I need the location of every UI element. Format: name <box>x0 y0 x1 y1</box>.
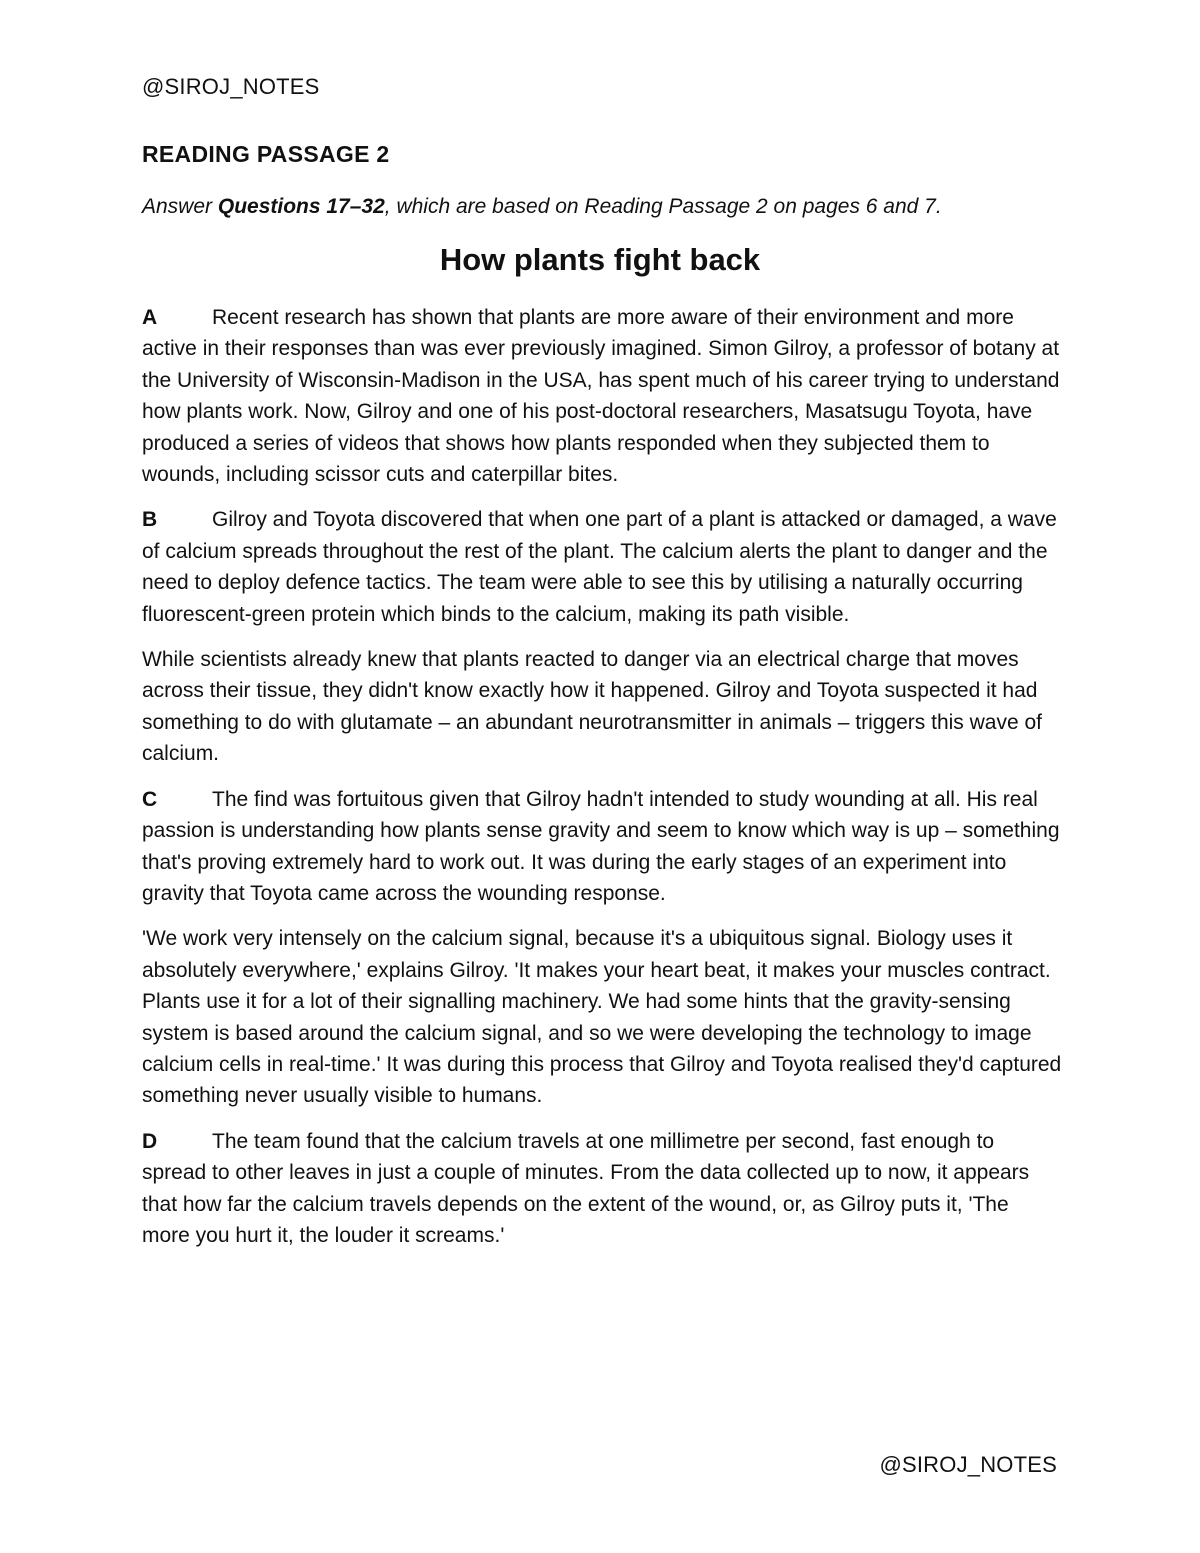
header-watermark: @SIROJ_NOTES <box>142 74 320 99</box>
paragraph-a <box>142 302 1062 490</box>
paragraph-text: 'We work very intensely on the calcium signal, because it's a ubiquitous signal. Biology uses it absolutely everywhere,' explains Gilroy. 'It makes your heart beat, it makes your muscles contract. Plants use it for a lot of their signalling machinery. We had some hints that the gravity-sensing system is based around the calcium signal, and so we were developing the technology to image calcium cells in real-time.' It was during this process that Gilroy and Toyota realised they'd captured something never usually visible to humans. <box>142 927 1062 1108</box>
paragraph-letter: B <box>142 508 158 532</box>
passage-body <box>142 302 1062 1265</box>
passage-title: How plants fight back <box>439 242 761 277</box>
instruction-suffix: , which are based on Reading Passage 2 on pages 6 and 7. <box>384 195 942 218</box>
passage-heading: READING PASSAGE 2 <box>142 141 390 167</box>
instruction-prefix: Answer <box>142 195 218 218</box>
paragraph-d <box>142 1126 1062 1252</box>
instruction-questions: Questions 17–32 <box>217 195 385 218</box>
paragraph-text: The team found that the calcium travels at one millimetre per second, fast enough to spread to other leaves in just a couple of minutes. From the data collected up to now, it appears that how far the calcium travels depends on the extent of the wound, or, as Gilroy puts it, 'The more you hurt it, the louder it screams.' <box>142 1129 1030 1247</box>
paragraph-text: The find was fortuitous given that Gilroy hadn't intended to study wounding at all. His real passion is understanding how plants sense gravity and seem to know which way is up – something that's proving extremely hard to work out. It was during the early stages of an experiment into gravity that Toyota came across the wounding response. <box>142 787 1060 905</box>
paragraph-text: Recent research has shown that plants are more aware of their environment and more active in their responses than was ever previously imagined. Simon Gilroy, a professor of botany at the University of Wisconsin-Madison in the USA, has spent much of his career trying to understand how plants work. Now, Gilroy and one of his post-doctoral researchers, Masatsugu Toyota, have produced a series of videos that shows how plants responded when they subjected them to wounds, including scissor cuts and caterpillar bites. <box>142 306 1060 487</box>
paragraph-letter: A <box>142 306 158 329</box>
paragraph-letter: D <box>142 1129 158 1153</box>
paragraph-b <box>142 504 1062 630</box>
paragraph-text: While scientists already knew that plants reacted to danger via an electrical charge that moves across their tissue, they didn't know exactly how it happened. Gilroy and Toyota suspected it had something to do with glutamate – an abundant neurotransmitter in animals – triggers this wave of calcium. <box>142 648 1042 766</box>
paragraph-c-continued <box>142 923 1062 1111</box>
paragraph-c <box>142 784 1062 910</box>
instruction-line <box>142 195 1072 219</box>
footer-watermark: @SIROJ_NOTES <box>879 1452 1057 1477</box>
paragraph-text: Gilroy and Toyota discovered that when one part of a plant is attacked or damaged, a wave of calcium spreads throughout the rest of the plant. The calcium alerts the plant to danger and the need to deploy defence tactics. The team were able to see this by utilising a naturally occurring fluorescent-green protein which binds to the calcium, making its path visible. <box>142 508 1057 626</box>
paragraph-letter: C <box>142 787 158 811</box>
paragraph-b-continued <box>142 644 1062 770</box>
